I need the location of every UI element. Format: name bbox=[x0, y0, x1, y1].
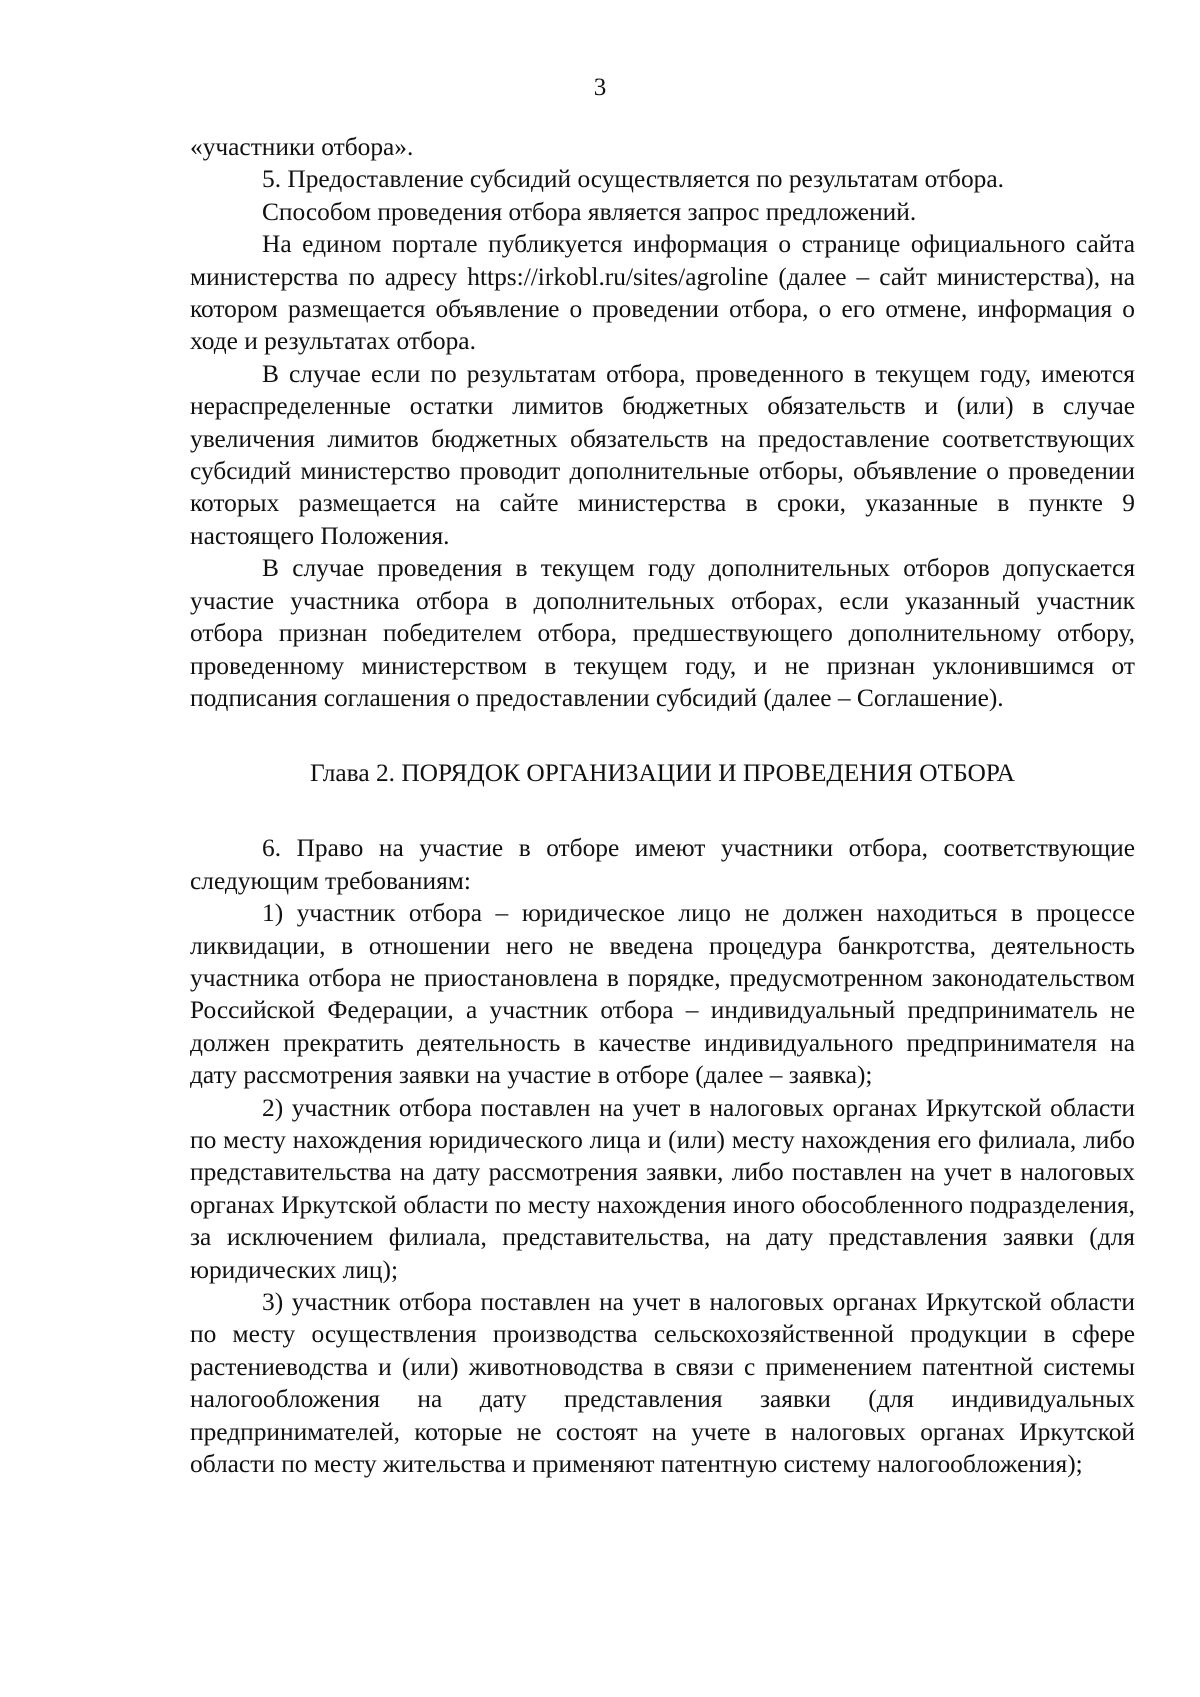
paragraph: «участники отбора». bbox=[190, 133, 414, 161]
paragraph: 5. Предоставление субсидий осуществляется по результатам отбора. bbox=[262, 165, 1004, 194]
document-body bbox=[190, 131, 1135, 1480]
paragraph: 2) участник отбора поставлен на учет в налоговых органах Иркутской области по месту нахождения юридического лица и (или) месту нахождения его филиала, либо представительства на дату рассмотрения заявки, либо поставлен на учет в налоговых органах Иркутской области по месту нахождения иного обособленного подразделения, за исключением филиала, представительства, на дату представления заявки (для юридических лиц); bbox=[190, 1093, 1135, 1284]
paragraph: На едином портале публикуется информация о странице официального сайта министерства по адресу https://irkobl.ru/sites/agroline (далее – сайт министерства), на котором размещается объявление о проведении отбора, о его отмене, информация о ходе и результатах отбора. bbox=[190, 230, 1135, 356]
paragraph: 1) участник отбора – юридическое лицо не должен находиться в процессе ликвидации, в отношении него не введена процедура банкротства, деятельность участника отбора не приостановлена в порядке, предусмотренном законодательством Российской Федерации, а участник отбора – индивидуальный предприниматель не должен прекратить деятельность в качестве индивидуального предпринимателя на дату рассмотрения заявки на участие в отборе (далее – заявка); bbox=[190, 899, 1135, 1090]
page-number: 3 bbox=[593, 74, 607, 101]
paragraph: 6. Право на участие в отборе имеют участники отбора, соответствующие следующим требованиям: bbox=[190, 834, 1135, 895]
paragraph: Способом проведения отбора является запрос предложений. bbox=[262, 197, 917, 226]
paragraph: В случае проведения в текущем году дополнительных отборов допускается участие участника отбора в дополнительных отборах, если указанный участник отбора признан победителем отбора, предшествующего дополнительному отбору, проведенному министерством в текущем году, и не признан уклонившимся от подписания соглашения о предоставлении субсидий (далее – Соглашение). bbox=[190, 554, 1135, 712]
paragraph: В случае если по результатам отбора, проведенного в текущем году, имеются нераспределенные остатки лимитов бюджетных обязательств и (или) в случае увеличения лимитов бюджетных обязательств на предоставление соответствующих субсидий министерство проводит дополнительные отборы, объявление о проведении которых размещается на сайте министерства в сроки, указанные в пункте 9 настоящего Положения. bbox=[190, 359, 1135, 550]
chapter-heading: Глава 2. ПОРЯДОК ОРГАНИЗАЦИИ И ПРОВЕДЕНИЯ ОТБОРА bbox=[309, 759, 1016, 788]
paragraph: 3) участник отбора поставлен на учет в налоговых органах Иркутской области по месту осуществления производства сельскохозяйственной продукции в сфере растениеводства и (или) животноводства в связи с применением патентной системы налогообложения на дату представления заявки (для индивидуальных предпринимателей, которые не состоят на учете в налоговых органах Иркутской области по месту жительства и применяют патентную систему налогообложения); bbox=[190, 1288, 1135, 1479]
